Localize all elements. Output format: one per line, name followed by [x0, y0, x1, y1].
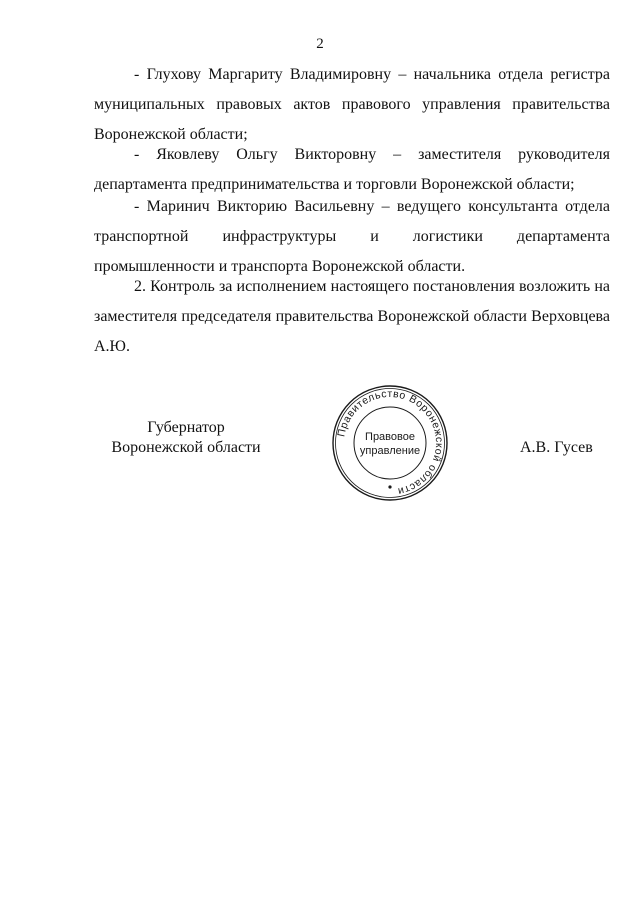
- paragraph-yakovleva: - Яковлеву Ольгу Викторовну – заместителя руководителя департамента предпринимательства и торговли Воронежской области;: [94, 146, 610, 193]
- stamp-inner-ring: [354, 407, 426, 479]
- paragraph-marinich: - Маринич Викторию Васильевну – ведущего консультанта отдела транспортной инфраструктуры и логистики департамента промышленности и транспорта Воронежской области.: [94, 198, 610, 275]
- stamp-outer-ring: [333, 386, 447, 500]
- signature-title-line2: Воронежской области: [111, 439, 261, 456]
- stamp-outer-text: Правительство Воронежской области: [335, 387, 446, 498]
- stamp-dot: [388, 485, 391, 488]
- signature-title: [96, 418, 276, 458]
- signatory-name: А.В. Гусев: [520, 439, 593, 456]
- paragraph-glukhova: - Глухову Маргариту Владимировну – начальника отдела регистра муниципальных правовых актов правового управления правительства Воронежской области;: [94, 66, 610, 143]
- paragraph-control: 2. Контроль за исполнением настоящего постановления возложить на заместителя председателя правительства Воронежской области Верховцева А.Ю.: [94, 278, 610, 355]
- page-number: 2: [316, 36, 324, 52]
- stamp-inner-line2: управление: [359, 445, 421, 457]
- official-stamp: [330, 383, 450, 503]
- stamp-inner-line1: Правовое: [365, 431, 415, 443]
- signature-title-line1: Губернатор: [147, 419, 225, 436]
- stamp-svg: [330, 383, 450, 503]
